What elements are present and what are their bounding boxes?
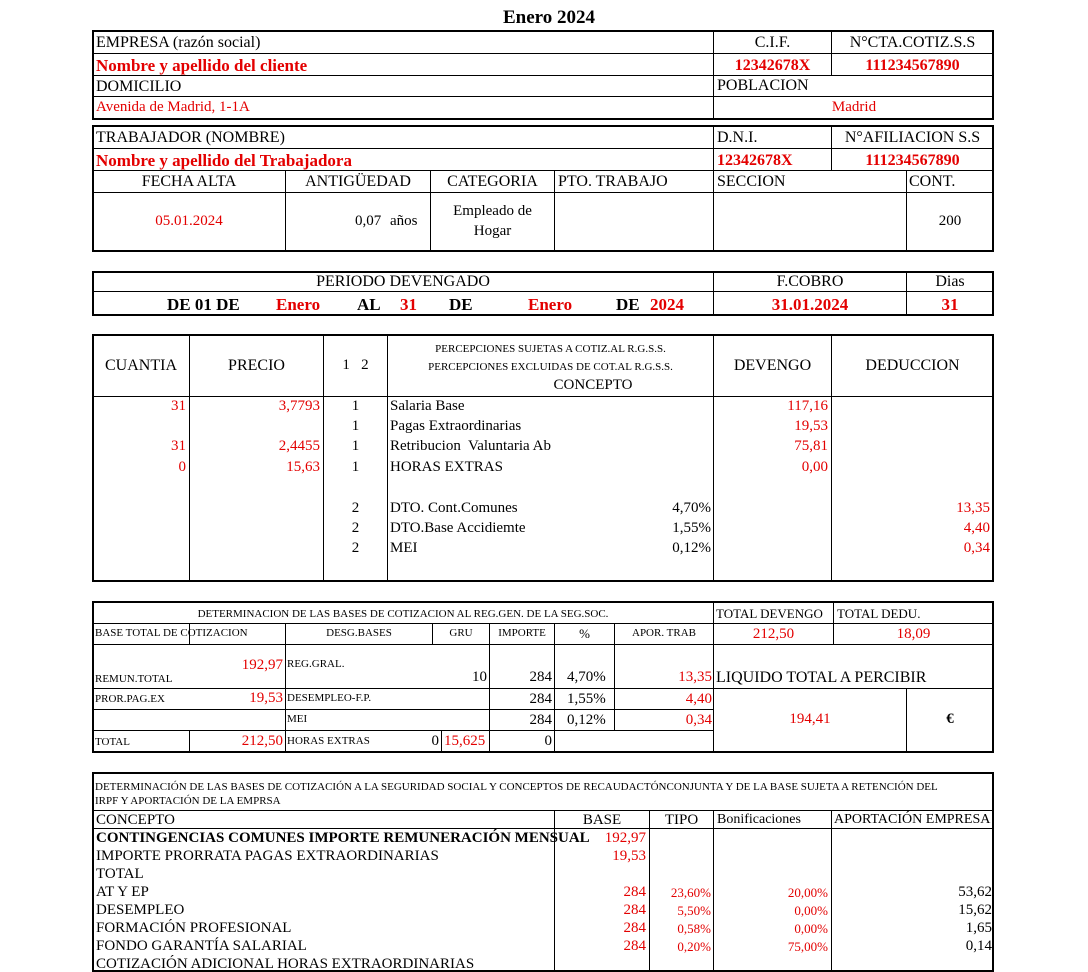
row-precio: 15,63: [286, 459, 320, 475]
ss-row-concepto: COTIZACIÓN ADICIONAL HORAS EXTRAORDINARIAS: [96, 956, 475, 972]
remun-total-label: REMUN.TOTAL: [95, 673, 173, 685]
dni-label: D.N.I.: [717, 129, 758, 146]
ss-row-bonif: 0,00%: [794, 903, 828, 918]
ss-row-concepto: TOTAL: [96, 866, 144, 882]
ss-row-tipo: 5,50%: [677, 903, 711, 918]
cif-label: C.I.F.: [754, 34, 791, 51]
row-concepto: DTO. Cont.Comunes: [390, 500, 518, 516]
ss-row-tipo: 23,60%: [670, 885, 711, 900]
row-pct: 4,70%: [672, 500, 711, 516]
gru-value: 10: [472, 669, 487, 685]
periodo-de3-label: DE: [616, 295, 640, 314]
row-tipo: 2: [351, 520, 360, 536]
cont-value: 200: [938, 213, 962, 229]
row-tipo: 2: [351, 540, 360, 556]
apor-2: 4,40: [685, 691, 712, 707]
ss-row-bonif: 0,00%: [794, 921, 828, 936]
page-title: Enero 2024: [502, 7, 595, 28]
ss-row-concepto: FONDO GARANTÍA SALARIAL: [96, 938, 307, 954]
pct-header: %: [579, 626, 590, 641]
seg-social-title-2: IRPF Y APORTACIÓN DE LA EMPRSA: [95, 795, 281, 807]
poblacion-label: POBLACION: [717, 77, 809, 94]
pct-1: 4,70%: [567, 669, 606, 685]
antiguedad-header: ANTIGÜEDAD: [305, 173, 411, 190]
precio-header: PRECIO: [228, 357, 285, 374]
ss-row-concepto: FORMACIÓN PROFESIONAL: [96, 920, 292, 936]
liquido-value: 194,41: [789, 711, 831, 727]
row-concepto: Retribucion Valuntaria Ab: [390, 438, 551, 454]
horas-extras-precio: 15,625: [444, 733, 486, 749]
ss-row-base: 284: [623, 938, 646, 954]
periodo-anio: 2024: [650, 295, 684, 314]
antiguedad-value: 0,07: [355, 213, 382, 229]
importe-3: 284: [529, 712, 552, 728]
base-total-header: BASE TOTAL DE COTIZACION: [95, 627, 248, 639]
fcobro-value: 31.01.2024: [771, 295, 849, 314]
ss-row-base: 284: [623, 920, 646, 936]
ss-row-bonif: 75,00%: [787, 939, 828, 954]
bases-title: DETERMINACION DE LAS BASES DE COTIZACION AL REG.GEN. DE LA SEG.SOC.: [197, 608, 609, 620]
row-deduccion: 0,34: [963, 540, 990, 556]
periodo-al-label: AL: [357, 295, 381, 314]
devengo-header: DEVENGO: [733, 357, 812, 374]
row-concepto: MEI: [390, 540, 418, 556]
periodo-dia-hasta: 31: [400, 295, 417, 314]
prorpag-value: 19,53: [249, 690, 283, 706]
categoria-header: CATEGORIA: [447, 173, 538, 190]
row-devengo: 0,00: [801, 459, 828, 475]
ss-row-base: 192,97: [604, 830, 646, 846]
apor-trab-header: APOR. TRAB: [632, 627, 696, 639]
desempleo-label: DESEMPLEO-F.P.: [287, 692, 372, 704]
ss-row-base: 284: [623, 884, 646, 900]
importe-header: IMPORTE: [498, 627, 546, 639]
periodo-de2-label: DE: [449, 295, 473, 314]
ss-base-header: BASE: [582, 812, 622, 828]
ss-row-bonif: 20,00%: [787, 885, 828, 900]
ss-row-aport: 1,65: [965, 920, 992, 936]
pto-trabajo-header: PTO. TRABAJO: [558, 173, 668, 190]
row-concepto: DTO.Base Accidiemte: [390, 520, 526, 536]
ss-aport-header: APORTACIÓN EMPRESA: [834, 812, 991, 827]
row-pct: 0,12%: [672, 540, 711, 556]
total-label: TOTAL: [95, 736, 130, 748]
fecha-alta-header: FECHA ALTA: [141, 173, 237, 190]
horas-extras-n: 0: [431, 733, 439, 749]
remun-total-value: 192,97: [241, 657, 283, 673]
row-tipo: 1: [351, 438, 360, 454]
categoria-value-1: Empleado de: [453, 203, 532, 219]
domicilio-label: DOMICILIO: [96, 78, 182, 95]
poblacion-value: Madrid: [831, 99, 877, 115]
row-precio: 2,4455: [278, 438, 320, 454]
total-dedu-value: 18,09: [896, 626, 931, 642]
desg-bases-header: DESG.BASES: [326, 627, 392, 639]
ss-row-concepto: DESEMPLEO: [96, 902, 185, 918]
ss-row-concepto: AT Y EP: [96, 884, 149, 900]
apor-1: 13,35: [678, 669, 712, 685]
ss-row-aport: 15,62: [958, 902, 992, 918]
horas-extras-label: HORAS EXTRAS: [287, 735, 370, 747]
fcobro-label: F.COBRO: [776, 273, 844, 290]
row-tipo: 1: [351, 398, 360, 414]
trabajador-label: TRABAJADOR (NOMBRE): [96, 129, 285, 146]
horas-extras-importe: 0: [544, 733, 552, 749]
periodo-mes-desde: Enero: [276, 295, 321, 314]
row-cuantia: 0: [178, 459, 186, 475]
pct-3: 0,12%: [567, 712, 606, 728]
ss-tipo-header: TIPO: [664, 812, 699, 828]
antiguedad-unit: años: [390, 213, 418, 229]
cta-cotiz-label: N°CTA.COTIZ.S.S: [849, 34, 976, 51]
fecha-alta-value: 05.01.2024: [155, 213, 223, 229]
total-value: 212,50: [241, 733, 283, 749]
domicilio-value: Avenida de Madrid, 1-1A: [96, 99, 250, 115]
currency-symbol: €: [946, 711, 954, 727]
trabajador-dni: 12342678X: [717, 152, 793, 169]
empresa-cta: 111234567890: [865, 57, 960, 74]
ss-row-aport: 0,14: [965, 938, 992, 954]
sujetas-header: PERCEPCIONES SUJETAS A COTIZ.AL R.G.S.S.: [435, 343, 666, 355]
total-devengo-label: TOTAL DEVENGO: [716, 606, 823, 621]
concepto-header: CONCEPTO: [553, 377, 633, 393]
ss-row-base: 19,53: [612, 848, 646, 864]
ss-row-concepto: IMPORTE PRORRATA PAGAS EXTRAORDINARIAS: [96, 848, 439, 864]
gru-header: GRU: [449, 627, 473, 639]
importe-2: 284: [529, 691, 552, 707]
row-deduccion: 4,40: [963, 520, 990, 536]
ss-row-tipo: 0,58%: [677, 921, 711, 936]
row-devengo: 75,81: [794, 438, 828, 454]
ss-row-tipo: 0,20%: [677, 939, 711, 954]
row-concepto: HORAS EXTRAS: [390, 459, 503, 475]
total-devengo-value: 212,50: [752, 626, 795, 642]
periodo-label: PERIODO DEVENGADO: [316, 273, 490, 290]
row-cuantia: 31: [171, 398, 186, 414]
cuantia-header: CUANTIA: [105, 357, 177, 374]
deduccion-header: DEDUCCION: [865, 357, 960, 374]
empresa-cif: 12342678X: [734, 57, 811, 74]
row-concepto: Pagas Extraordinarias: [390, 418, 522, 434]
row-pct: 1,55%: [672, 520, 711, 536]
importe-1: 284: [529, 669, 552, 685]
seccion-header: SECCION: [717, 173, 786, 190]
afiliacion-label: N°AFILIACION S.S: [844, 129, 981, 146]
row-deduccion: 13,35: [956, 500, 990, 516]
seg-social-title-1: DETERMINACIÓN DE LAS BASES DE COTIZACIÓN A LA SEGURIDAD SOCIAL Y CONCEPTOS DE RECAUDACTÓNCONJUNTA Y DE LA BASE SUJETA A RETENCIÓN DEL: [95, 781, 938, 793]
ss-row-base: 284: [623, 902, 646, 918]
tipo-12-header: 1 2: [342, 357, 369, 373]
reg-gral-label: REG.GRAL.: [287, 658, 345, 670]
periodo-de-label: DE 01 DE: [167, 295, 240, 314]
row-tipo: 2: [351, 500, 360, 516]
periodo-mes-hasta: Enero: [528, 295, 573, 314]
row-tipo: 1: [351, 459, 360, 475]
apor-3: 0,34: [685, 712, 712, 728]
dias-value: 31: [941, 295, 959, 314]
dias-label: Dias: [935, 273, 965, 290]
row-devengo: 19,53: [794, 418, 828, 434]
row-tipo: 1: [351, 418, 360, 434]
excluidas-header: PERCEPCIONES EXCLUIDAS DE COT.AL R.G.S.S.: [428, 361, 673, 373]
empresa-label: EMPRESA (razón social): [96, 34, 261, 51]
ss-concepto-header: CONCEPTO: [96, 812, 175, 828]
prorpag-label: PROR.PAG.EX: [95, 693, 165, 705]
row-cuantia: 31: [171, 438, 186, 454]
trabajador-name: Nombre y apellido del Trabajadora: [96, 151, 352, 170]
mei-label: MEI: [287, 713, 308, 725]
liquido-label: LIQUIDO TOTAL A PERCIBIR: [716, 669, 927, 686]
ss-row-concepto: CONTINGENCIAS COMUNES IMPORTE REMUNERACIÓN MENSUAL: [96, 830, 590, 846]
empresa-name: Nombre y apellido del cliente: [96, 56, 308, 75]
ss-row-aport: 53,62: [958, 884, 992, 900]
trabajador-afiliacion: 111234567890: [865, 152, 960, 169]
total-dedu-label: TOTAL DEDU.: [837, 606, 921, 621]
categoria-value-2: Hogar: [473, 223, 512, 239]
row-devengo: 117,16: [787, 398, 828, 414]
pct-2: 1,55%: [567, 691, 606, 707]
row-concepto: Salaria Base: [390, 398, 465, 414]
row-precio: 3,7793: [278, 398, 320, 414]
ss-bonif-header: Bonificaciones: [717, 812, 801, 827]
cont-header: CONT.: [909, 173, 956, 190]
